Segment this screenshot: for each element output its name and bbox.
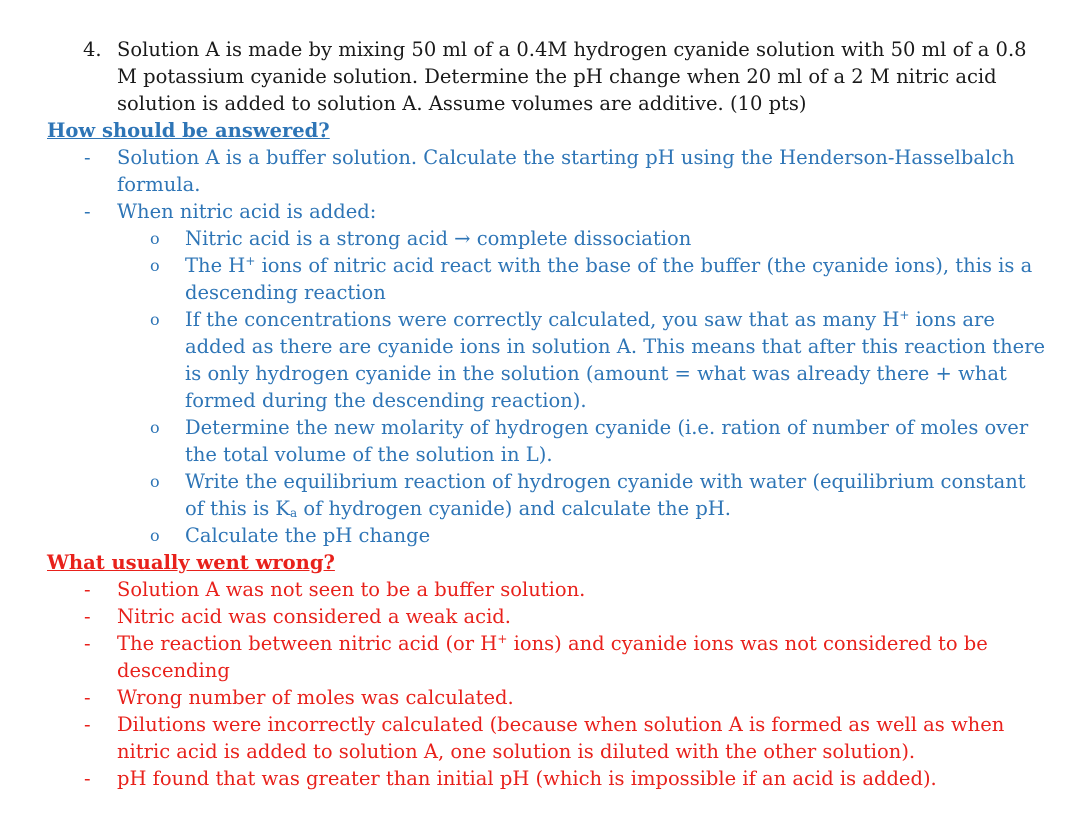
sublist-item <box>0 252 1084 306</box>
sublist-item-text: of hydrogen cyanide) and calculate the pH. <box>297 497 731 520</box>
wrong-section <box>0 549 1084 792</box>
list-item-text: Nitric acid was considered a weak acid. <box>117 605 511 628</box>
question-4 <box>0 36 1084 117</box>
sublist-item <box>0 306 1084 414</box>
dash-bullet: - <box>84 200 91 223</box>
list-item <box>0 630 1084 684</box>
circle-bullet: o <box>150 472 160 491</box>
dash-bullet: - <box>84 605 91 628</box>
list-item-text: When nitric acid is added: <box>117 200 377 223</box>
sublist-item-text: Calculate the pH change <box>185 524 431 547</box>
circle-bullet: o <box>150 310 160 329</box>
question-number: 4. <box>83 38 102 61</box>
list-item <box>0 711 1084 765</box>
circle-bullet: o <box>150 256 160 275</box>
sublist-item-text: Write the equilibrium reaction of hydrogen cyanide with water (equilibrium constant of this is K <box>185 470 1026 520</box>
dash-bullet: - <box>84 632 91 655</box>
wrong-heading: What usually went wrong? <box>47 551 335 574</box>
sublist-item-text: If the concentrations were correctly calculated, you saw that as many H <box>185 308 900 331</box>
wrong-list <box>0 576 1084 792</box>
sublist-item <box>0 522 1084 549</box>
dash-bullet: - <box>84 686 91 709</box>
answer-heading: How should be answered? <box>47 119 330 142</box>
list-item <box>0 198 1084 225</box>
superscript-plus: + <box>245 254 256 268</box>
sublist-item-text: The H <box>185 254 246 277</box>
list-item-text: ions) and cyanide ions was not considered to be descending <box>117 632 988 682</box>
sublist-item-text: ions are added as there are cyanide ions in solution A. This means that after this reaction there is only hydrogen cyanide in the solution (amount = what was already there + what formed during the descending reaction). <box>185 308 1046 412</box>
list-item <box>0 144 1084 198</box>
dash-bullet: - <box>84 578 91 601</box>
dash-bullet: - <box>84 146 91 169</box>
list-item-text: pH found that was greater than initial pH (which is impossible if an acid is added). <box>117 767 937 790</box>
list-item <box>0 576 1084 603</box>
list-item-text: Solution A was not seen to be a buffer solution. <box>117 578 586 601</box>
dash-bullet: - <box>84 767 91 790</box>
question-text: Solution A is made by mixing 50 ml of a 0.4M hydrogen cyanide solution with 50 ml of a 0.8 M potassium cyanide solution. Determine the pH change when 20 ml of a 2 M nitric acid solution is added to solution A. Assume volumes are additive. (10 pts) <box>117 38 1027 115</box>
superscript-plus: + <box>899 308 910 322</box>
subscript-a: a <box>290 506 298 520</box>
answer-list <box>0 144 1084 225</box>
sublist-item-text: ions of nitric acid react with the base of the buffer (the cyanide ions), this is a descending reaction <box>185 254 1033 304</box>
answer-section <box>0 117 1084 549</box>
document-page <box>0 36 1084 792</box>
list-item-text: The reaction between nitric acid (or H <box>117 632 498 655</box>
list-item <box>0 684 1084 711</box>
superscript-plus: + <box>497 632 508 646</box>
sublist-item-text: Determine the new molarity of hydrogen cyanide (i.e. ration of number of moles over the total volume of the solution in L). <box>185 416 1029 466</box>
sublist-item <box>0 414 1084 468</box>
circle-bullet: o <box>150 526 160 545</box>
sublist-item <box>0 468 1084 522</box>
list-item-text: Dilutions were incorrectly calculated (because when solution A is formed as well as when nitric acid is added to solution A, one solution is diluted with the other solution). <box>117 713 1005 763</box>
list-item-text: Wrong number of moles was calculated. <box>117 686 514 709</box>
sublist-item <box>0 225 1084 252</box>
sublist-item-text: Nitric acid is a strong acid → complete dissociation <box>185 227 692 250</box>
answer-sublist <box>0 225 1084 549</box>
circle-bullet: o <box>150 418 160 437</box>
list-item-text: Solution A is a buffer solution. Calculate the starting pH using the Henderson-Hasselbalch formula. <box>117 146 1015 196</box>
dash-bullet: - <box>84 713 91 736</box>
list-item <box>0 765 1084 792</box>
circle-bullet: o <box>150 229 160 248</box>
list-item <box>0 603 1084 630</box>
